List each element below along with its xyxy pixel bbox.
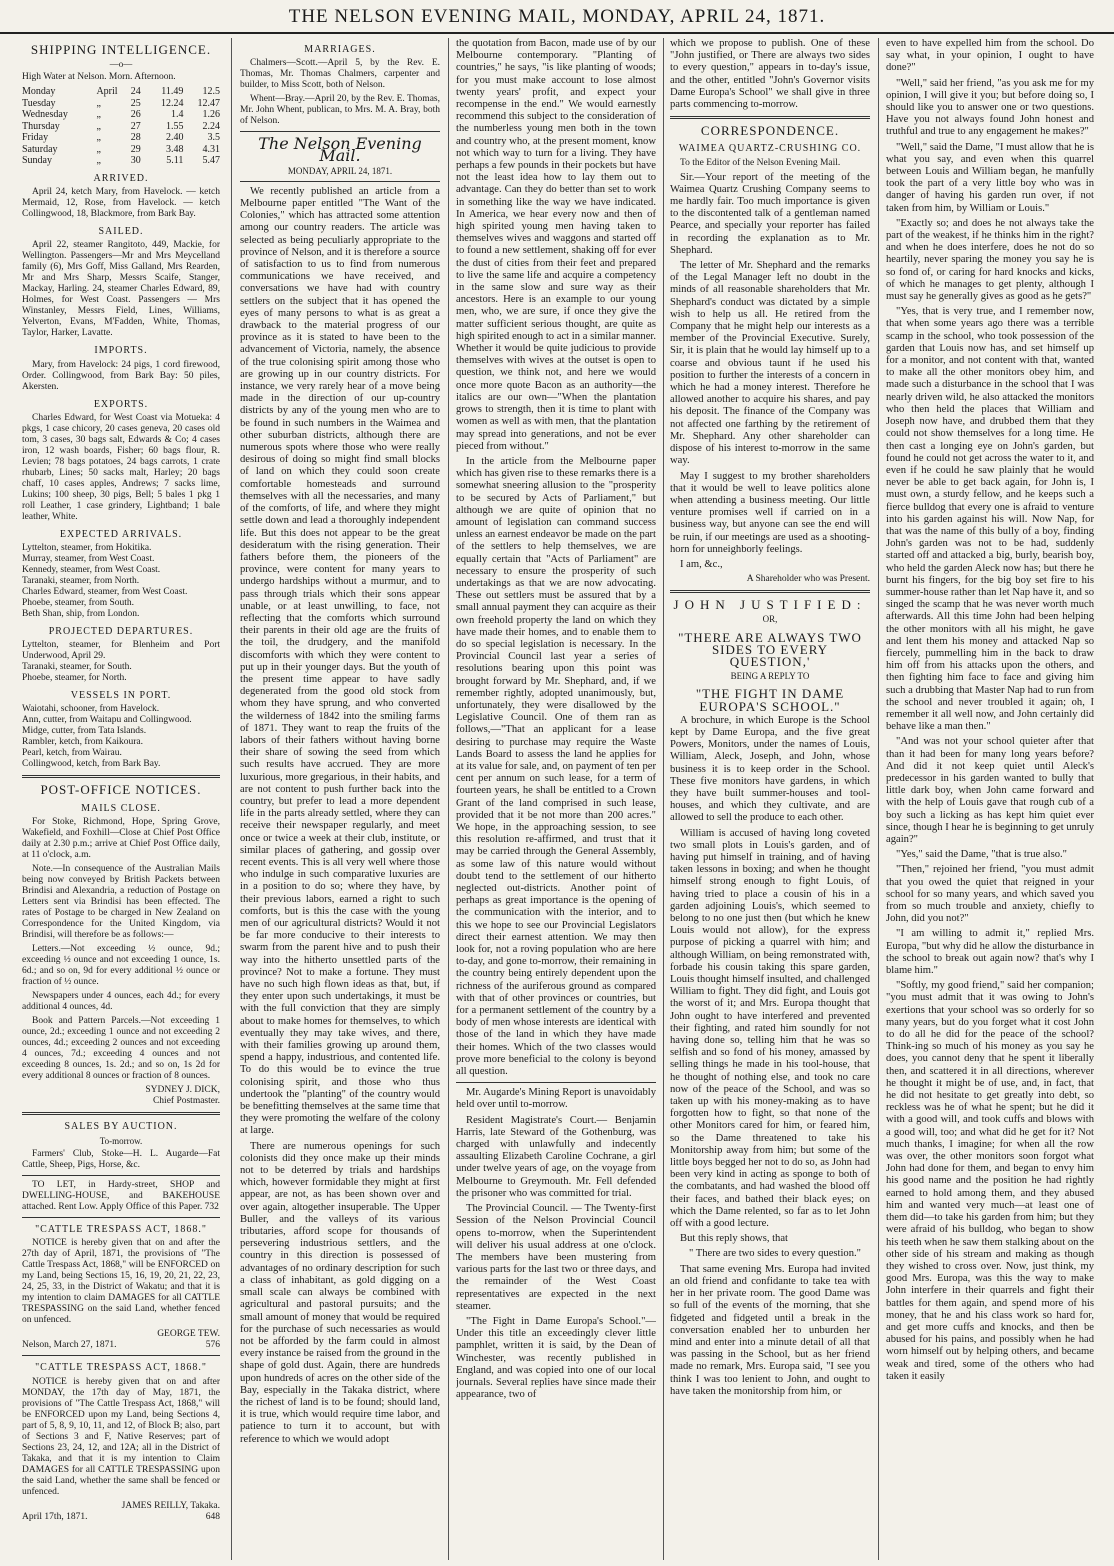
expected-heading: EXPECTED ARRIVALS. [59, 528, 183, 540]
letters-rate: Letters.—Not exceeding ½ ounce, 9d.; exceeding ½ ounce and not exceeding 1 ounce, 1s. 6d.; and so on, 9d for every additional ½ ounce or fraction of ½ ounce. [22, 943, 220, 987]
signature-place: Takaka. [190, 1500, 220, 1511]
table-cell: „ [96, 143, 101, 155]
news-item-continued: which we propose to publish. One of these "John justified, or There are always two sides to every question," appears in to-day's issue, and the other, entitled "John's Governor visits Dame Europa's School" we shall give in three parts commencing to-morrow. [670, 38, 870, 111]
projected-heading: PROJECTED DEPARTURES. [48, 625, 194, 637]
list-item: Taranaki, steamer, for South. [22, 662, 132, 673]
table-cell: Monday [22, 86, 56, 98]
list-item: Charles Edward, steamer, from West Coast. [22, 586, 188, 597]
imports-text: Mary, from Havelock: 24 pigs, 1 cord firewood, Order. Collingwood, from Bark Bay: 50 piles, Akersten. [22, 359, 220, 392]
story-paragraph: A brochure, in which Europe is the School kept by Dame Europa, and the five great Powers, Monitors, under the names of Louis, William, Aleck, Joseph, and John, whose business it is to keep order in the School. These five monitors have gardens, in which they have built summer-houses and tool-houses, and which they cultivate, and are allowed to sell the produce to each other. [670, 714, 870, 824]
table-cell: Saturday [22, 143, 58, 155]
table-cell: Wednesday [22, 109, 68, 121]
list-item: Lyttelton, steamer, for Blenheim and Port Underwood, April 29. [22, 640, 220, 662]
tomorrow-label: To-morrow. [99, 1135, 143, 1146]
sales-title: SALES BY AUCTION. [64, 1120, 178, 1132]
table-cell: „ [96, 109, 101, 121]
news-item-mining: Mr. Augarde's Mining Report is unavoidably held over until to-morrow. [456, 1087, 656, 1111]
john-justified-title: JOHN JUSTIFIED: [673, 597, 867, 613]
column-1 [22, 38, 220, 1560]
letter-paragraph: The letter of Mr. Shephard and the remarks of the Legal Manager left no doubt in the minds of all reasonable shareholders that Mr. Shephard's conduct was dictated by a simple wish to help us all. He retired from the Company that he might help our interests as a member of the Provincial Executive. Surely, Sir, it is plain that he would lay himself up to a coarse and obvious taunt if he used his position to further the interests of a concern in which he had a money interest. Therefore he allowed another to acquire his shares, and pay his deposit. The finance of the Company was not affected one farthing by the retirement of Mr. Shephard. Any other shareholder can dispose of his interest to-morrow in the same way. [670, 260, 870, 467]
table-cell: 3.48 [165, 143, 184, 155]
list-item: Waiotahi, schooner, from Havelock. [22, 704, 160, 715]
sailed-heading: SAILED. [98, 226, 144, 238]
cattle-notice-2-signature [22, 1501, 220, 1512]
expected-list [22, 543, 220, 620]
story-paragraph: "Exactly so; and does he not always take the part of the weakest, if he thinks him in the right? and when he does interfere, does he not do so heartily, never sparing the money you say he is so fond of, or caring for hard knocks and kicks, of which he manages to get plenty, although I must say he generally gives as good as he gets?" [886, 217, 1094, 303]
story-paragraph: "Then," rejoined her friend, "you must admit that you owed the quiet that reigned in your school for so many years, and which saved you from so much trouble and anxiety, chiefly to John, did you not?" [886, 864, 1094, 925]
divider [22, 1175, 220, 1176]
table-row [22, 98, 220, 110]
shipping-title: SHIPPING INTELLIGENCE. [30, 42, 212, 57]
table-cell: 26 [130, 109, 141, 121]
table-cell: 1.4 [170, 109, 184, 121]
table-cell: 1.26 [202, 109, 220, 121]
fight-title: "THE FIGHT IN DAME EUROPA'S SCHOOL." [695, 686, 845, 714]
column-4 [670, 38, 870, 1560]
postage-note: Note.—In consequence of the Australian Mails being now conveyed by British Packets between Brindisi and Alexandria, a reduction of Postage on Letters sent via Brindisi has been effected. The rates of Postage to be charged in New Zealand on Correspondence for the United Kingdom, via Brindisi, will therefore be as follows:— [22, 863, 220, 940]
divider [22, 1217, 220, 1218]
vessels-heading: VESSELS IN PORT. [70, 690, 172, 702]
exports-text: Charles Edward, for West Coast via Motueka: 4 pkgs, 1 case chicory, 20 cases geneva, 20 cases old tom, 3 cases, 30 bags salt, Edwards & Co; 4 cases iron, 12 wash boards, Fisher; 60 bags flour, R. Levien; 78 bags potatoes, 24 bags carrots, 1 crate rhubarb, Lines; 50 sacks malt, Harley; 20 bags chaff, 10 cases apples, Andrews; 7 sacks lime, Lukins; 100 sheep, 30 pigs, Bell; 5 bales 1 pkg 1 roll Leather, 1 case grindery, Lightband; 1 bale leather, White. [22, 412, 220, 522]
story-paragraph: "I am willing to admit it," replied Mrs. Europa, "but why did he allow the disturbance in the school to break out again now? that's why I blame him." [886, 928, 1094, 977]
table-cell: 27 [130, 120, 141, 132]
notice-number: 576 [205, 1340, 220, 1351]
table-cell: 28 [130, 132, 141, 144]
notice-number: 648 [205, 1511, 220, 1522]
story-paragraph: William is accused of having long coveted two small plots in Louis's garden, and of having put himself in training, and of having taken lessons in boxing; and when he thought himself strong enough to fight Louis, of having tried to place a cousin of his in a garden adjoining Louis's, which seemed to belong to no one just then (but which he knew Louis would not allow), for the express purpose of picking a quarrel with him; and although William, on being remonstrated with, forbade his cousin taking this spare garden, Louis thought himself insulted, and challenged William to fight. They did fight, and Louis got the worst of it; and Mrs. Europa thought that John ought to have interfered and prevented their fighting, and rated him soundly for not having done so, telling him that he was so selfish and so fond of his money, amassed by selling things he made in his tool-house, that he thought of nothing else, and took no care now of the peace of the School, and was so taken up with his money-making as to have forgotten how to fight, so that none of the other Monitors cared for him, or feared him, so the Dame threatened to take his Monitorship away from him; but some of the little boys begged her not to do so, as John had been very kind in acting as sponge to both of the combatants, and had washed the blood off their faces, and bathed their black eyes; on which the Dame relented, so far as to let John off with a good lecture. [670, 827, 870, 1230]
cattle-notice-2: NOTICE is hereby given that on and after MONDAY, the 17th day of May, 1871, the provisions of "The Cattle Trespass Act, 1868," will be ENFORCED upon my Land, being Sections 4, part of 5, 8, 9, 10, 11, and 12, of Block B; also, part of Sections 3 and F, Native Reserves; part of Sections 23, 24, 12, and 12A; all in the District of Takaka, and that it is my intention to Claim DAMAGES for all CATTLE TRESPASSING upon the said Land, whether the same shall be fenced or unfenced. [22, 1376, 220, 1497]
vessels-list [22, 704, 220, 770]
to-let-ad: TO LET, in Hardy-street, SHOP and DWELLING-HOUSE, and BAKEHOUSE attached. Rent Low. Apply Office of this Paper. 732 [22, 1180, 220, 1213]
sailed-text: April 22, steamer Rangitoto, 449, Mackie, for Wellington. Passengers—Mr and Mrs Meycelland family (6), Mrs Goff, Miss Galland, Mrs Rearden, Mr and Mrs Sharp, Messrs Scaife, Stanger, Mackay, Harling. 24, steamer Charles Edward, 89, Holmes, for West Coast. Passengers — Mrs Winstanley, Messrs Field, Lines, Williams, Yelverton, Evans, M'Fadden, White, Thomas, Taylor, Harker, Lavatte. [22, 240, 220, 339]
cattle-notice-1: NOTICE is hereby given that on and after the 27th day of April, 1871, the provisions of "The Cattle Trespass Act, 1868," will be ENFORCED on my Land, being Sections 15, 16, 19, 20, 21, 22, 23, 24, 25, 33, in the District of Wakatu; and that it is my intention to claim DAMAGES for all CATTLE TRESPASSING on the said Land, whether fenced on unfenced. [22, 1238, 220, 1326]
list-item: Beth Shan, ship, from London. [22, 608, 140, 619]
ornament: —o— [109, 59, 133, 70]
imports-heading: IMPORTS. [94, 345, 148, 357]
tide-header: High Water at Nelson. Morn. Afternoon. [22, 72, 176, 83]
list-item: Lyttelton, steamer, from Hokitika. [22, 542, 152, 553]
column-divider [663, 38, 664, 1560]
masthead-rule [0, 32, 1114, 34]
table-cell: 30 [130, 155, 141, 167]
story-quote: " There are two sides to every question." [688, 1248, 862, 1260]
reply-label: BEING A REPLY TO [730, 671, 810, 682]
marriages-heading: MARRIAGES. [304, 44, 376, 55]
projected-list [22, 640, 220, 684]
list-item: Phoebe, steamer, from South. [22, 597, 135, 608]
table-cell: 2.24 [202, 120, 220, 132]
table-cell: 24 [130, 86, 141, 98]
divider [670, 116, 870, 119]
masthead: THE NELSON EVENING MAIL, MONDAY, APRIL 24, 1871. [288, 6, 826, 27]
editorial-paragraph: the quotation from Bacon, made use of by our Melbourne contemporary. "Planting of countries," he says, "is like planting of woods; for you must make account to lose almost twenty years' profit, and expect your recompense in the end." We would earnestly recommend this subject to the consideration of the numberless young men both in the town and country who, at the present moment, know not which way to turn for a living. They have perhaps a few pounds in their pockets but have not the least idea how to lay them out to advantage. Can they do better than set to work in something like the way we have indicated. In America, we hear every now and then of high spirited young men having taken to themselves wives and waggons and started off to found a new settlement, shaking off for ever the dust of cities from their feet and prepared to live the same life and acquire a competency in the same slow and sure way as their ancestors. Here is an example to our young men, who, we are sure, if once they give the matter sufficient serious thought, are quite as high spirited enough to act in a similar manner. Whether it would be quite judicious to provide themselves with wives at the outset is open to question, we think not, and here we would once more quote Bacon as an authority—the italics are our own—"When the plantation grows to strength, then it is time to plant with women as well as with men, that the plantation may spread into generations, and not be ever pieced from without." [456, 38, 656, 452]
table-cell: 3.5 [207, 132, 220, 144]
letter-paragraph: May I suggest to my brother shareholders that it would be well to leave politics alone when attending a business meeting. Our little venture promises well if carried on in a business way, but anyone can see the end will be ruin, if our meetings are used as a shooting-horn for unneighborly feelings. [670, 470, 870, 555]
to-editor: To the Editor of the Nelson Evening Mail. [680, 157, 841, 168]
marriage-notice: Whent—Bray.—April 20, by the Rev. E. Thomas, Mr. John Whent, publican, to Mrs. M. A. Bray, both of Nelson. [240, 94, 440, 127]
story-paragraph: "Yes," said the Dame, "that is true also." [896, 849, 1067, 861]
story-paragraph: "And was not your school quieter after that than it had been for many long years before? And did it not keep quiet until Aleck's predecessor in his garden wanted to bully that little dark boy, when John came forward and with the help of Louis gave that rough cub of a boy such a licking as has kept him quiet ever since, though I hear he is beginning to get unruly again?" [886, 736, 1094, 845]
table-row [22, 121, 220, 133]
divider [22, 1112, 220, 1115]
divider [240, 131, 440, 132]
books-rate: Book and Pattern Parcels.—Not exceeding 1 ounce, 2d.; exceeding 1 ounce and not exceeding 2 ounces, 4d.; exceeding 2 ounces and not exceeding 4 ounces, 7d.; exceeding 4 ounces and not exceeding 8 ounces, 1s. 2d.; and so on, 1s 2d for every additional 8 ounces or fraction of 8 ounces. [22, 1015, 220, 1081]
table-cell: Thursday [22, 120, 60, 132]
letter-close: I am, &c., [680, 558, 723, 570]
list-item: Pearl, ketch, from Wairau. [22, 748, 122, 759]
table-cell: April [96, 86, 118, 98]
or-label: OR, [762, 614, 778, 625]
cattle-act-heading-2: "CATTLE TRESPASS ACT, 1868." [35, 1362, 207, 1374]
divider [240, 181, 440, 182]
cattle-notice-1-signature: GEORGE TEW. [157, 1329, 220, 1340]
postmaster-name: SYDNEY J. DICK, [145, 1084, 220, 1095]
divider [22, 1355, 220, 1356]
list-item: Kennedy, steamer, from West Coast. [22, 564, 161, 575]
arrived-heading: ARRIVED. [93, 172, 149, 184]
column-5 [886, 38, 1094, 1560]
table-cell: 25 [130, 97, 141, 109]
mails-text: For Stoke, Richmond, Hope, Spring Grove, Wakefield, and Foxhill—Close at Chief Post Office daily at 2.30 p.m.; arrive at Chief Post Office daily, at 11 o'clock, a.m. [22, 816, 220, 860]
table-row [22, 132, 220, 144]
divider [670, 590, 870, 593]
column-3 [456, 38, 656, 1560]
story-paragraph: "Softly, my good friend," said her companion; "you must admit that it was owing to John's exertions that your school was so orderly for so many years, but do you forget what it cost John to do all he did for the peace of the school? Think-ing so much of his money as you say he does, you cannot deny that he spent it liberally then, and scattered it in all directions, wherever he thought it might be of use, and, in fact, that he did not hesitate to get greatly into debt, so reckless was he of what he spent; but he did it with a good will, and took cuffs and blows with a good will, too; and what did he get for it? Not much thanks, I imagine; for when all the row was over, the other monitors soon forgot what John had done for them, and began to envy him his good name and the position he had rightly earned to hold among them, and they abused him and wanted very much—at least one of them did—to take his garden from him; but they were afraid of his bulldog, who began to show his teeth when he saw them stalking about on the other side of his stream and making as though they wished to cross over. Now, just think, my good Mrs. Europa, was this the way to make John interfere in their quarrels and fight their battles for them again, and spend more of his money, that he and his class work so hard for, and get more cuffs and knocks, and then be abused for his pains, and possibly when he had worn himself out by helping others, and became weak and tired, some of the others who had taken it easily [886, 980, 1094, 1382]
table-cell: 1.55 [165, 120, 184, 132]
cattle-notice-2-date [22, 1512, 220, 1523]
table-row [22, 144, 220, 156]
list-item: Midge, cutter, from Tata Islands. [22, 726, 147, 737]
table-cell: „ [96, 120, 101, 132]
cattle-act-heading: "CATTLE TRESPASS ACT, 1868." [35, 1224, 207, 1236]
column-2 [240, 38, 440, 1560]
list-item: Collingwood, ketch, from Bark Bay. [22, 759, 161, 770]
news-item-pamphlet: "The Fight in Dame Europa's School."—Under this title an exceedingly clever little pamphlet, written it is said, by the Dean of Winchester, was recently published in England, and was copied into one of our local journals. Several replies have since made their appearance, two of [456, 1315, 656, 1401]
table-row [22, 86, 220, 98]
column-divider [448, 38, 449, 1560]
news-item-court: Resident Magistrate's Court.— Benjamin Harris, late Steward of the Gothenburg, was charged with unlawfully and indecently assaulting Elizabeth Caroline Cochrane, a girl under twelve years of age, on the voyage from Melbourne to Greymouth. Mr. Fell defended the prisoner who was committed for trial. [456, 1114, 656, 1199]
mails-heading: MAILS CLOSE. [81, 802, 161, 814]
editorial-paragraph: There are numerous openings for such colonists did they once make up their minds not to be deterred by trials and hardships which, however formidable they might at first appear, are not, as has been shown over and over again, altogether insuperable. The Upper Buller, and the valleys of its various tributaries, afford scope for thousands of persevering industrious settlers, and the country in this direction is possessed of advantages of no ordinary description for such a class of inhabitant, as gold digging on a small scale can always be combined with agricultural and pastoral pursuits; and the small amount of money that would be required for the purchase of such necessaries as would not be afforded by the farm could in almost every instance be raised from the ground in the shape of gold dust. Again, there are hundreds upon hundreds of acres on the other side of the Bay, especially in the Takaka district, where the richest of land is to be found; should land, it is true, which would require time labor, and patience to turn it to account, but with reference to which we would adopt [240, 1140, 440, 1445]
table-cell: 2.40 [165, 132, 184, 144]
table-cell: 4.31 [202, 143, 220, 155]
table-cell: Tuesday [22, 97, 56, 109]
table-cell: Sunday [22, 155, 52, 167]
story-paragraph: That same evening Mrs. Europa had invited an old friend and confidante to take tea with her in her private room. The good Dame was so full of the events of the morning, that she fidgeted and fidgeted until a break in the conversation enabled her to unburden her mind and enter into a minute detail of all that was passing in the School, but as her friend made no remark, Mrs. Europa said, "I see you think I was too lenient to John, and ought to have taken the monitorship from him, or [670, 1263, 870, 1397]
notice-date: Nelson, March 27, 1871. [22, 1340, 117, 1351]
postmaster-title: Chief Postmaster. [152, 1095, 220, 1106]
table-cell: „ [96, 97, 101, 109]
table-row [22, 155, 220, 167]
newspapers-rate: Newspapers under 4 ounces, each 4d.; for every additional 4 ounces, 4d. [22, 990, 220, 1012]
divider [22, 775, 220, 778]
arrived-text: April 24, ketch Mary, from Havelock. — ketch Mermaid, 12, Rose, from Havelock. — ketch Collingwood, 18, Blackmore, from Bark Bay. [22, 187, 220, 220]
story-paragraph: But this reply shows, that [680, 1233, 788, 1245]
editorial-paragraph: In the article from the Melbourne paper which has given rise to these remarks there is a somewhat sneering allusion to the "prosperity to be secured by Acts of Parliament," but although we are quite of opinion that no amount of legislation can command success unless an earnest endeavor be made on the part of the settlers to help themselves, we are equally certain that "Acts of Parliament" are necessary to ensure the prosperity of such undertakings as that we are now advocating. These out settlers must be assured that by a small annual payment they can acquire as their own freehold property the land on which they have made their homes, and to enable them to do so special legislation is necessary. In the Provincial Council last year a series of resolutions bearing upon this point was brought forward by Mr. Shephard, and, if we remember rightly, adopted unanimously, but, unfortunately, they were disallowed by the Legislative Council. One of them ran as follows,—"That an applicant for a lease desiring to purchase may require the Waste Lands Board to assess the land he applies for at its value for sale, and, on payment of ten per cent per annum on such lease, for a term of fourteen years, he shall be entitled to a Crown Grant of the land comprised in such lease, provided that it be not more than 200 acres." We hope, in the approaching session, to see this resolution re-affirmed, and trust that it may be carried through the General Assembly, as some law of this nature would without doubt tend to the settlement of our hitherto neglected out-districts. Another point of perhaps as great importance is the opening of the communication with the interior, and to this we hope to see our Provincial Legislators direct their earnest attention. We may then look for, not a roving population who are here to-day, and gone to-morrow, their remaining in the country being entirely dependent upon the richness of the auriferous ground as compared with that of other provinces or countries, but for a permanent settlement of the country by a body of men whose interests are identical with those of the land in which they have made their homes. Which of the two classes would prove more beneficial to the colony is beyond all question. [456, 455, 656, 1078]
column-divider [231, 38, 232, 1560]
signature-name: JAMES REILLY, [121, 1500, 189, 1511]
table-cell: 5.11 [166, 155, 184, 167]
story-paragraph: "Yes, that is very true, and I remember now, that when some years ago there was a terrible scamp in the school, who took possession of the garden that Louis now has, and set himself up for a monitor, and not content with that, wanted to make all the other monitors obey him, and made such a disturbance in the school that I was nearly driven wild, he also attacked the monitors who then held the places that William and Joseph now have, and drubbed them that they could not show themselves for a long time. He then cast a longing eye on John's garden, but found he could not get across the water to it, and even if he could he saw plainly that he would never be able to get back again, for John is, I must own, a sturdy fellow, and he keeps such a fierce bulldog that every one is afraid to venture into his garden against his will. Now Nap, for that was the name of this bully of a boy, finding John's garden was not to be had, suddenly started off and attacked a big, burly, bearish boy, who held the garden Aleck now has; but there he burnt his fingers, for the big boy set fire to his summer-house rather than let Nap have it, and so singed the scamp that he was never worth much afterwards. All this time John had been helping the other monitors with all his might, he gave and lent them his money and attacked Nap so fiercely, pummelling him in the back to draw him off from his attacks upon the others, and then fighting him face to face and giving him such a drubbing that Master Nap had to run from the school and never troubled it again; oh, I remember it all well now, and John certainly did behave like a man then." [886, 306, 1094, 733]
news-item-council: The Provincial Council. — The Twenty-first Session of the Nelson Provincial Council opens to-morrow, when the Superintendent will deliver his usual address at one o'clock. The members have been mustering from various parts for the last two or three days, and the remainder of the West Coast representatives are expected in the next steamer. [456, 1203, 656, 1312]
list-item: Murray, steamer, from West Coast. [22, 553, 155, 564]
table-cell: 29 [130, 143, 141, 155]
divider [456, 1082, 656, 1083]
editorial-paragraph: We recently published an article from a Melbourne paper entitled "The Want of the Colonies," which has attracted some attention among our country readers. The article was selected as being peculiarly appropriate to the province of Nelson, and it is therefore a source of satisfaction to us to find from numerous communications we have received, and conversations we have had with country settlers on the subject that it has opened the eyes of many persons to what is as great a drawback to the material progress of our province as it is stated to have been to the advancement of Victoria, namely, the absence of the true colonising spirit among those who are growing up in our country districts. For instance, we very rarely hear of a move being made in the direction of our up-country districts by any of the young men who are to be found in such numbers in the Waimea and other suburban districts, although there are numerous spots where those who were really desirous of doing so might find small blocks of land on which they could soon create comfortable homesteads and surround themselves with all the necessaries, and many of the comforts, of life, and where they might settle down and lead a thoroughly independent life. But this does not appear to be the great desideratum with the rising generation. Their fathers before them, the pioneers of the province, were content for many years to undergo hardships without a murmur, and to pass through trials which their sons appear unable, or at least unwilling, to face, not reflecting that the comforts which surround their parents in their old age are the fruits of the toil, the drudgery, and the manifold discomforts with which they were content to put up in their younger days. But the youth of the present time appear to have sadly degenerated from the good old stock from whom they have sprung, and who converted the wilderness of 1842 into the smiling farms of 1871. They want to reap the fruits of the labors of their fathers without having borne their share of sowing the seed from which such results have accrued. They are more luxurious, more gregarious, in their habits, and are not content to push further back into the country, but prefer to lead a more dependent life in the parts already settled, where they can receive their newspaper regularly, and meet once or twice a week at their club, institute, or similar places of gathering, and gossip over recent events. This is all very well where those who indulge in such comparative luxuries are in a position to do so; where they have, by their previous labors, earned a right to such comforts, but is this the case with the young men of our agricultural districts? Would it not be far more conducive to their interests to swarm from the parent hive and to push their way into the hitherto unsettled parts of the province? Not to make a fortune. They must have no such high flown ideas as that, but, if they enter upon such undertakings, it must be with the full conviction that they are simply about to make homes for themselves, to which eventually they may take wives, and there, with their families growing up around them, spend a happy, industrious, and contented life. To do this would be to evince the true colonising spirit, and those who thus undertook the "planting" of the country would be benefitting themselves at the same time that they were promoting the welfare of the colony at large. [240, 185, 440, 1137]
story-paragraph: "Well," said her friend, "as you ask me for my opinion, I will give it you; but before doing so, I should like you to answer one or two questions. Have you not always found John honest and truthful and true to any engagement he makes?" [886, 77, 1094, 138]
table-row [22, 109, 220, 121]
table-cell: 11.49 [161, 86, 184, 98]
list-item: Phoebe, steamer, for North. [22, 673, 127, 684]
editorial-date: MONDAY, APRIL 24, 1871. [287, 165, 393, 176]
exports-heading: EXPORTS. [93, 398, 149, 410]
story-paragraph: "Well," said the Dame, "I must allow that he is what you say, and even when this quarrel between Louis and William began, he manfully took the part of a very little boy who was in danger of having his garden run over, if not taken from him, by William or Louis." [886, 141, 1094, 214]
table-cell: „ [96, 132, 101, 144]
table-cell: 12.24 [160, 97, 184, 109]
cattle-notice-1-date [22, 1340, 220, 1351]
paper-title: The Nelson Evening Mail. [258, 134, 422, 166]
correspondence-title: CORRESPONDENCE. [700, 123, 840, 139]
tide-table [22, 86, 220, 167]
table-cell: „ [96, 155, 101, 167]
table-cell: 5.47 [202, 155, 220, 167]
column-divider [878, 38, 879, 1560]
correspondence-subtitle: WAIMEA QUARTZ-CRUSHING CO. [678, 143, 862, 155]
letter-paragraph: Sir.—Your report of the meeting of the Waimea Quartz Crushing Company seems to me hardly fair. Too much importance is given to the discontented talk of a gentleman named Pearce, and specially your reporter has failed in recording the explanation as to Mr. Shephard. [670, 171, 870, 256]
auction-text: Farmers' Club, Stoke—H. L. Augarde—Fat Cattle, Sheep, Pigs, Horse, &c. [22, 1149, 220, 1171]
letter-signer: A Shareholder who was Present. [746, 574, 870, 585]
list-item: Rambler, ketch, from Kaikoura. [22, 737, 143, 748]
story-paragraph: even to have expelled him from the school. Do say what, in your opinion, I ought to have done?" [886, 38, 1094, 74]
table-cell: 12.5 [202, 86, 220, 98]
post-office-title: POST-OFFICE NOTICES. [40, 782, 202, 798]
table-cell: 12.47 [197, 97, 220, 109]
john-justified-subtitle: "THERE ARE ALWAYS TWO SIDES TO EVERY QUESTION,' [678, 629, 862, 669]
list-item: Taranaki, steamer, from North. [22, 575, 140, 586]
list-item: Ann, cutter, from Waitapu and Collingwood. [22, 715, 192, 726]
notice-date: April 17th, 1871. [22, 1511, 88, 1522]
table-cell: Friday [22, 132, 49, 144]
marriage-notice: Chalmers—Scott.—April 5, by the Rev. E. Thomas, Mr. Thomas Chalmers, carpenter and builder, to Miss Scott, both of Nelson. [240, 58, 440, 91]
